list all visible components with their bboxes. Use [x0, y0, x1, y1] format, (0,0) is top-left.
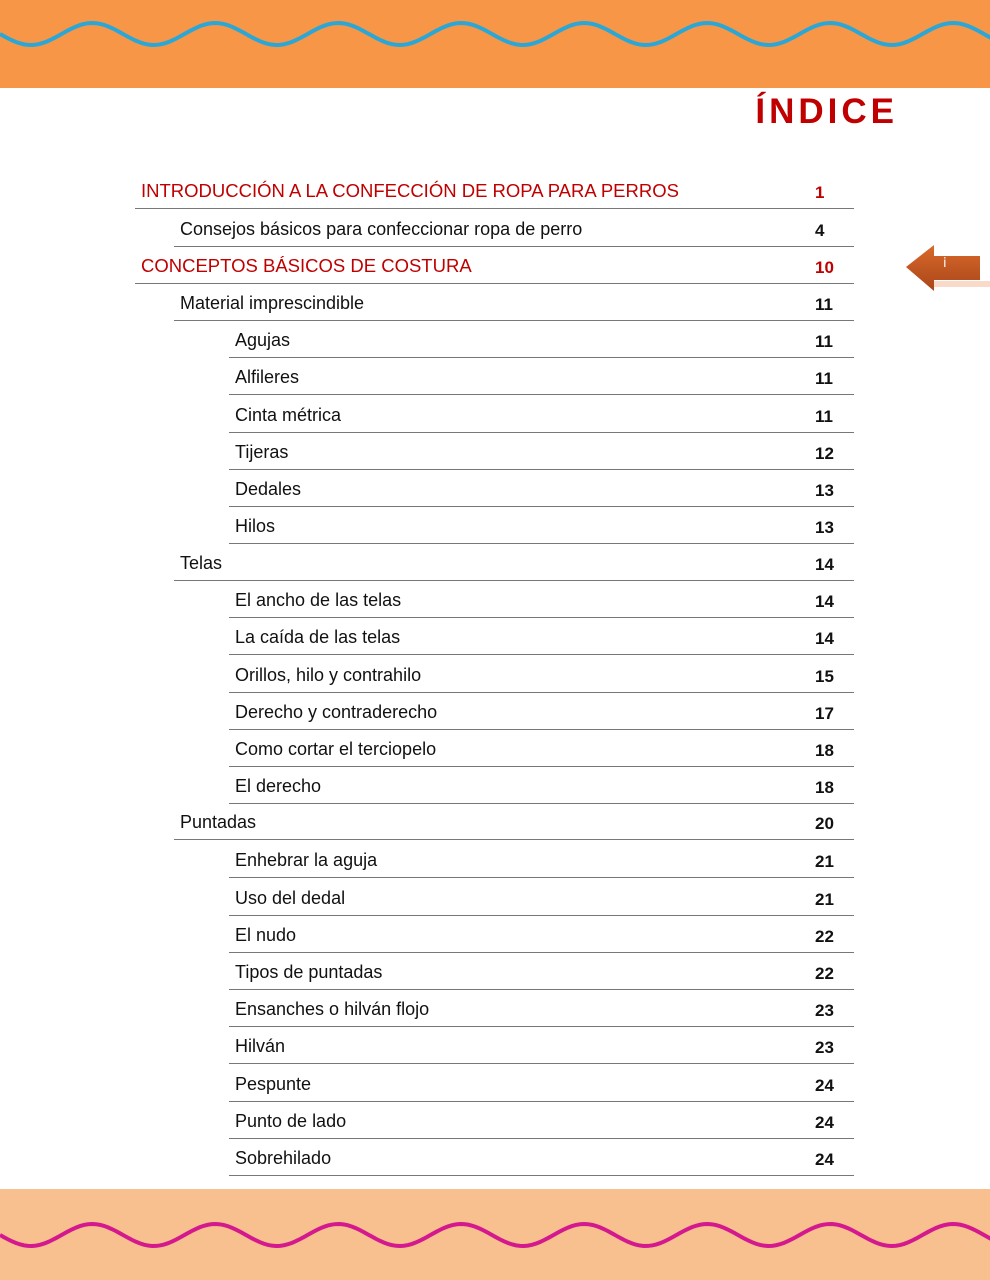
toc-entry-page: 14 [815, 555, 834, 574]
toc-entry-label: Ensanches o hilván flojo [235, 999, 430, 1019]
toc-entry-label: Cinta métrica [235, 405, 342, 425]
toc-entry[interactable] [229, 470, 854, 507]
footer-wave-decoration [0, 1189, 990, 1280]
toc-entry-page: 24 [815, 1076, 834, 1095]
toc-entry-page: 24 [815, 1113, 834, 1132]
toc-entry[interactable] [229, 618, 854, 655]
toc-entry-page: 22 [815, 927, 834, 946]
toc-entry[interactable] [229, 507, 854, 544]
toc-entry-page: 1 [815, 183, 825, 202]
toc-entry-page: 11 [815, 295, 833, 314]
toc-entry-page: 18 [815, 778, 834, 797]
toc-entry-label: La caída de las telas [235, 627, 401, 647]
toc-entry-page: 21 [815, 852, 834, 871]
toc-entry-label: Uso del dedal [235, 888, 346, 908]
toc-entry-page: 15 [815, 667, 834, 686]
toc-entry[interactable] [229, 358, 854, 395]
side-tab-label: i [943, 256, 947, 271]
toc-entry-label: CONCEPTOS BÁSICOS DE COSTURA [141, 255, 472, 276]
toc-entry-page: 24 [815, 1150, 834, 1169]
toc-entry-label: Como cortar el terciopelo [235, 739, 437, 759]
toc-entry-label: INTRODUCCIÓN A LA CONFECCIÓN DE ROPA PARA PERROS [141, 180, 679, 201]
toc-entry-page: 4 [815, 221, 825, 240]
toc-entry[interactable] [229, 1027, 854, 1064]
toc-entry[interactable] [135, 247, 854, 284]
toc-entry-label: El derecho [235, 776, 322, 796]
toc-entry-label: Derecho y contraderecho [235, 702, 438, 722]
toc-entry-label: Tijeras [235, 442, 289, 462]
toc-entry[interactable] [229, 767, 854, 804]
toc-entry-page: 13 [815, 481, 834, 500]
toc-entry-page: 11 [815, 332, 833, 351]
toc-entry-label: El nudo [235, 925, 297, 945]
toc-entry-page: 11 [815, 407, 833, 426]
toc-entry-page: 22 [815, 964, 834, 983]
toc-entry[interactable] [229, 321, 854, 358]
toc-entry[interactable] [174, 544, 854, 581]
toc-entry-page: 10 [815, 258, 834, 277]
toc-entry-label: Orillos, hilo y contrahilo [235, 665, 422, 685]
toc-entry-label: Alfileres [235, 367, 300, 387]
toc-entry-label: Material imprescindible [180, 293, 365, 313]
toc-entry[interactable] [229, 1139, 854, 1176]
toc-entry[interactable] [135, 172, 854, 209]
toc-entry[interactable] [229, 656, 854, 693]
toc-entry-page: 17 [815, 704, 834, 723]
toc-entry-label: Agujas [235, 330, 291, 350]
toc-entry-label: Hilos [235, 516, 276, 536]
toc-entry[interactable] [174, 803, 854, 840]
toc-entry-page: 11 [815, 369, 833, 388]
toc-entry-page: 21 [815, 890, 834, 909]
toc-entry-label: Pespunte [235, 1074, 312, 1094]
toc-entry[interactable] [229, 581, 854, 618]
toc-entry-page: 23 [815, 1001, 834, 1020]
toc-entry[interactable] [229, 879, 854, 916]
footer-band [0, 1189, 990, 1280]
toc-entry[interactable] [229, 990, 854, 1027]
toc-entry[interactable] [229, 916, 854, 953]
toc-entry-label: El ancho de las telas [235, 590, 402, 610]
toc-entry[interactable] [229, 1102, 854, 1139]
toc-entry[interactable] [229, 953, 854, 990]
toc-entry-page: 14 [815, 592, 834, 611]
toc-entry-page: 18 [815, 741, 834, 760]
toc-entry-label: Tipos de puntadas [235, 962, 383, 982]
toc-entry[interactable] [229, 730, 854, 767]
toc-entry[interactable] [229, 396, 854, 433]
toc-entry-label: Sobrehilado [235, 1148, 332, 1168]
toc-entry[interactable] [229, 1065, 854, 1102]
toc-entry-page: 20 [815, 814, 834, 833]
toc-entry[interactable] [174, 210, 854, 247]
toc-entry[interactable] [229, 693, 854, 730]
toc-entry-page: 23 [815, 1038, 834, 1057]
toc-entry[interactable] [229, 433, 854, 470]
toc-entry-label: Consejos básicos para confeccionar ropa de perro [180, 219, 583, 239]
toc-entry-label: Punto de lado [235, 1111, 347, 1131]
toc-entry[interactable] [229, 841, 854, 878]
page-title: ÍNDICE [755, 92, 898, 131]
toc-entry-label: Dedales [235, 479, 302, 499]
toc-entry-page: 13 [815, 518, 834, 537]
toc-entry-label: Telas [180, 553, 223, 573]
toc-entry-label: Enhebrar la aguja [235, 850, 378, 870]
toc-entry-label: Puntadas [180, 812, 257, 832]
toc-entry[interactable] [174, 284, 854, 321]
toc-entry-label: Hilván [235, 1036, 286, 1056]
toc-entry-page: 14 [815, 629, 834, 648]
toc-entry-page: 12 [815, 444, 834, 463]
